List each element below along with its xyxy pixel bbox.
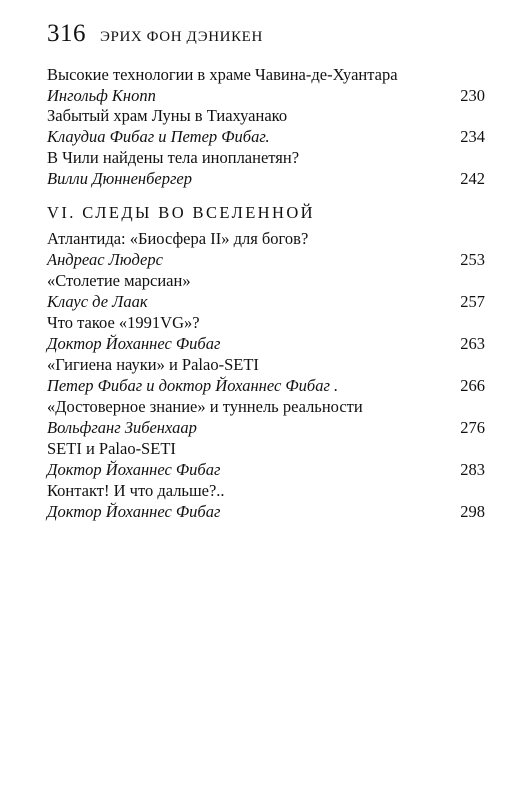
toc-entry-author: Вольфганг Зибенхаар (47, 418, 197, 437)
toc-entry-author: Петер Фибаг и доктор Йоханнес Фибаг . (47, 376, 339, 395)
section-title: VI. СЛЕДЫ ВО ВСЕЛЕННОЙ (47, 203, 315, 222)
toc-entry-author: Ингольф Кнопп (47, 86, 156, 105)
toc-entry-page: 263 (460, 334, 485, 353)
toc-entry (47, 228, 485, 270)
toc-entry (47, 105, 485, 147)
running-head (47, 20, 263, 50)
toc-entry-title: Что такое «1991VG»? (47, 313, 200, 332)
toc-entry-author: Доктор Йоханнес Фибаг (47, 334, 221, 353)
book-author-header: ЭРИХ ФОН ДЭНИКЕН (100, 29, 263, 45)
toc-entry-page: 257 (460, 292, 485, 311)
toc-entry-page: 230 (460, 86, 485, 105)
toc-entry-title: SETI и Palao-SETI (47, 439, 176, 458)
toc-entry-author: Доктор Йоханнес Фибаг (47, 502, 221, 521)
toc-entry-page: 266 (460, 376, 485, 395)
toc-entry (47, 480, 485, 522)
toc-entry (47, 147, 485, 189)
toc-entry-page: 234 (460, 127, 485, 146)
toc-entry-author: Доктор Йоханнес Фибаг (47, 460, 221, 479)
toc-entry-title: Контакт! И что дальше?.. (47, 481, 225, 500)
toc-entry-title: «Столетие марсиан» (47, 271, 191, 290)
toc-entry (47, 354, 485, 396)
toc-entry (47, 312, 485, 354)
toc-entry-author: Вилли Дюнненбергер (47, 169, 192, 188)
toc-entry-title: «Гигиена науки» и Palao-SETI (47, 355, 259, 374)
toc-entry (47, 64, 485, 106)
page-number: 316 (47, 20, 86, 47)
toc-entry-page: 242 (460, 169, 485, 188)
toc-entry (47, 396, 485, 438)
toc-entry-author: Клаудиа Фибаг и Петер Фибаг. (47, 127, 270, 146)
toc-entry-title: «Достоверное знание» и туннель реальности (47, 397, 363, 416)
toc-entry-author: Клаус де Лаак (47, 292, 148, 311)
toc-entry-title: Высокие технологии в храме Чавина-де-Хуантара (47, 65, 398, 84)
toc-entry-author: Андреас Людерс (47, 250, 163, 269)
toc-entry-page: 276 (460, 418, 485, 437)
toc-entry-page: 253 (460, 250, 485, 269)
toc-entry-title: В Чили найдены тела инопланетян? (47, 148, 300, 167)
toc-entry (47, 438, 485, 480)
toc-entry (47, 270, 485, 312)
toc-entry-title: Забытый храм Луны в Тиахуанако (47, 106, 288, 125)
toc-entry-title: Атлантида: «Биосфера II» для богов? (47, 229, 309, 248)
toc-entry-page: 283 (460, 460, 485, 479)
toc-entry-page: 298 (460, 502, 485, 521)
